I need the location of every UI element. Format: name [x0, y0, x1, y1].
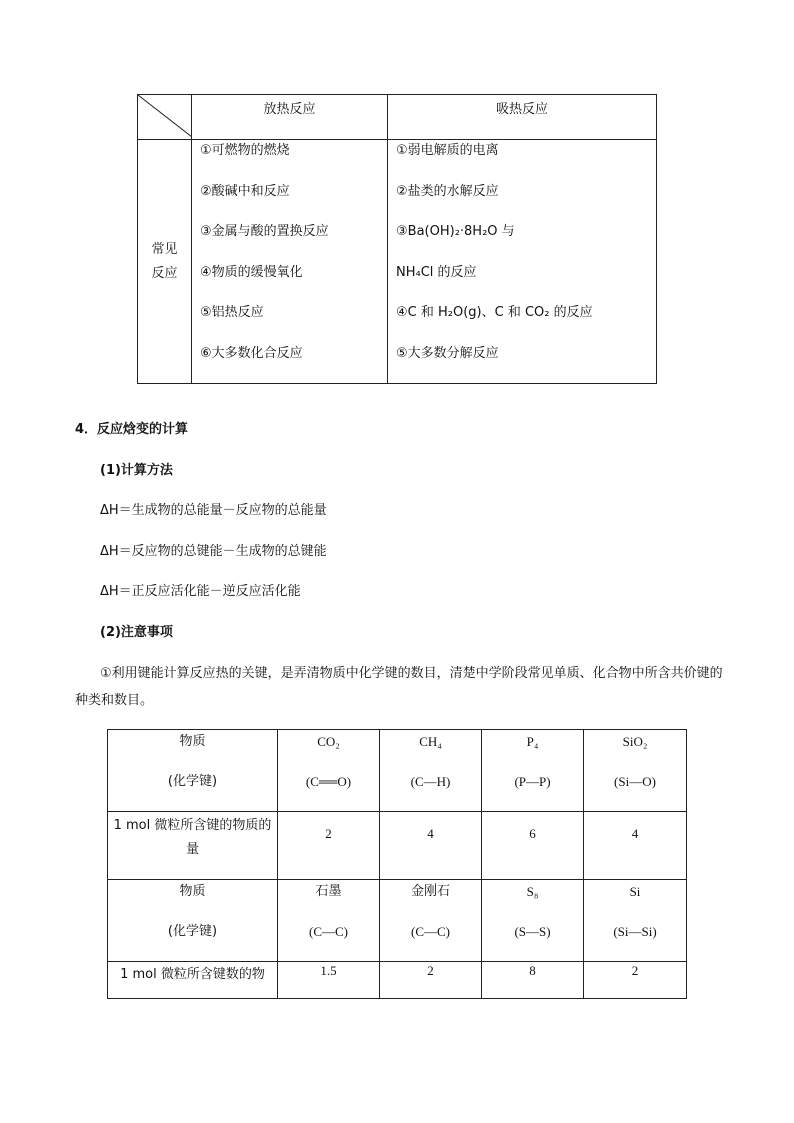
- list-item: ⑤铝热反应: [200, 305, 264, 320]
- bond-amount: 2: [325, 825, 332, 841]
- row-header-cell: [108, 730, 278, 812]
- table-cell: [278, 880, 380, 962]
- substance-name: Si: [629, 884, 641, 900]
- substance-name: SiO₂: [622, 734, 648, 749]
- section-heading: 4．反应焓变的计算: [75, 422, 189, 437]
- diagonal-line-icon: [138, 95, 192, 137]
- row-header-cell: [108, 880, 278, 962]
- bond-count: 8: [529, 962, 536, 978]
- row-label-line: 反应: [151, 265, 178, 281]
- row-label-cell: [108, 811, 278, 880]
- formula-line: ΔH＝生成物的总能量－反应物的总能量: [100, 503, 327, 518]
- bond-amount: 4: [631, 825, 639, 841]
- list-item: ②酸碱中和反应: [200, 183, 290, 199]
- table-cell: [380, 880, 482, 962]
- header-exothermic: 放热反应: [192, 95, 388, 140]
- table-cell: [482, 880, 584, 962]
- subheading-method: (1)计算方法: [100, 463, 173, 478]
- table-cell: [584, 730, 687, 812]
- table-cell: [380, 811, 482, 880]
- bond-count: 1.5: [320, 962, 337, 978]
- table-cell: [584, 880, 687, 962]
- bond-count: 2: [427, 962, 434, 978]
- bond-count-table: [107, 729, 687, 999]
- list-item: ①弱电解质的电离: [396, 143, 499, 158]
- reaction-type-table: [137, 94, 657, 384]
- table-cell: [482, 811, 584, 880]
- note-paragraph: ①利用键能计算反应热的关键，是弄清物质中化学键的数目，清楚中学阶段常见单质、化合物中所含共价键的种类和数目。: [75, 666, 723, 708]
- header-substance: 物质: [179, 884, 206, 900]
- list-item: ①可燃物的燃烧: [200, 143, 290, 158]
- subheading-notes: (2)注意事项: [100, 625, 173, 640]
- substance-name: S₈: [526, 884, 539, 900]
- bond-type: (C—C): [309, 924, 348, 940]
- formula-line: ΔH＝正反应活化能－逆反应活化能: [100, 584, 301, 599]
- substance-name: 金刚石: [410, 884, 450, 900]
- table-cell: [278, 730, 380, 812]
- row-label: 1 mol 微粒所含键的物质的量: [113, 817, 272, 857]
- bond-type: (P—P): [514, 774, 551, 789]
- exothermic-list: [192, 140, 388, 384]
- header-bond: (化学键): [167, 774, 218, 789]
- substance-name: P₄: [526, 734, 539, 749]
- bond-type: (S—S): [514, 924, 551, 940]
- list-item: ④C 和 H₂O(g)、C 和 CO₂ 的反应: [396, 305, 593, 320]
- header-endothermic: 吸热反应: [388, 95, 657, 140]
- table-cell: [482, 961, 584, 998]
- list-item: NH₄Cl 的反应: [396, 264, 477, 280]
- row-label-line: 常见: [151, 241, 178, 257]
- table-cell: [584, 961, 687, 998]
- row-label: 1 mol 微粒所含键数的物: [120, 966, 265, 982]
- bond-amount: 6: [529, 825, 536, 841]
- substance-name: 石墨: [315, 884, 342, 900]
- bond-type: (C—C): [411, 924, 450, 940]
- table-cell: [380, 730, 482, 812]
- bond-type: (C—H): [410, 774, 451, 789]
- list-item: ③金属与酸的置换反应: [200, 224, 329, 239]
- row-label-common-reactions: [138, 140, 192, 384]
- bond-type: (C══O): [305, 774, 352, 789]
- bond-count: 2: [631, 962, 639, 978]
- header-bond: (化学键): [167, 924, 218, 940]
- table-cell: [482, 730, 584, 812]
- list-item: ⑤大多数分解反应: [396, 345, 499, 361]
- row-label-cell: [108, 961, 278, 998]
- list-item: ⑥大多数化合反应: [200, 345, 303, 361]
- substance-name: CO₂: [317, 734, 340, 749]
- list-item: ④物质的缓慢氧化: [200, 264, 303, 280]
- bond-type: (Si—Si): [613, 924, 657, 940]
- table-cell: [584, 811, 687, 880]
- bond-amount: 4: [427, 825, 434, 841]
- substance-name: CH₄: [419, 734, 442, 749]
- endothermic-list: [388, 140, 657, 384]
- formula-line: ΔH＝反应物的总键能－生成物的总键能: [100, 544, 327, 559]
- header-substance: 物质: [179, 734, 206, 749]
- list-item: ②盐类的水解反应: [396, 183, 499, 199]
- table-cell: [380, 961, 482, 998]
- table-cell: [278, 961, 380, 998]
- list-item: ③Ba(OH)₂·8H₂O 与: [396, 224, 515, 239]
- diagonal-header-cell: [138, 95, 192, 140]
- bond-type: (Si—O): [614, 774, 656, 789]
- table-cell: [278, 811, 380, 880]
